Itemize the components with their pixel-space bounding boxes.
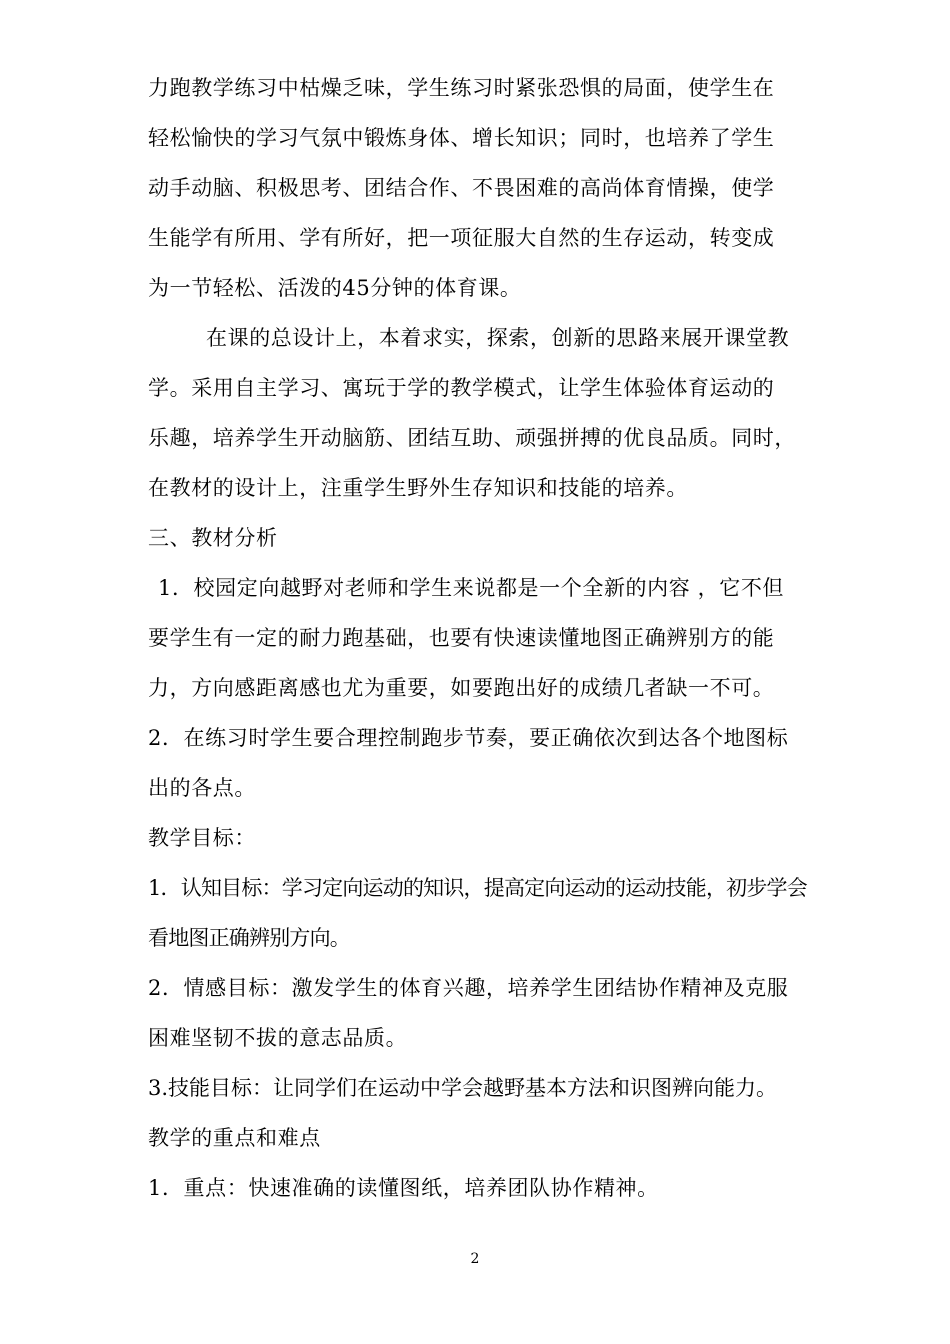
paragraph-2-line-3: 乐趣，培养学生开动脑筋、团结互助、顽强拼搏的优良品质。同时， bbox=[148, 426, 796, 450]
materials-item-1-line-3: 力，方向感距离感也尤为重要，如要跑出好的成绩几者缺一不可。 bbox=[148, 676, 775, 700]
section-heading-materials: 三、教材分析 bbox=[148, 526, 278, 550]
text-line-5: 为一节轻松、活泼的45分钟的体育课。 bbox=[148, 276, 522, 300]
key-points-heading: 教学的重点和难点 bbox=[148, 1126, 321, 1150]
materials-item-2-line-1: 2．在练习时学生要合理控制跑步节奏，要正确依次到达各个地图标 bbox=[148, 726, 789, 750]
materials-item-1-line-1: 1．校园定向越野对老师和学生来说都是一个全新的内容 ，它不但 bbox=[158, 576, 785, 600]
paragraph-2-line-1: 在课的总设计上，本着求实，探索，创新的思路来展开课堂教 bbox=[206, 326, 790, 350]
text-line-4: 生能学有所用、学有所好，把一项征服大自然的生存运动，转变成 bbox=[148, 226, 775, 250]
text-line-2: 轻松愉快的学习气氛中锻炼身体、增长知识；同时，也培养了学生 bbox=[148, 126, 775, 150]
key-point-1: 1．重点：快速准确的读懂图纸，培养团队协作精神。 bbox=[148, 1176, 659, 1200]
goal-2-line-1: 2．情感目标：激发学生的体育兴趣，培养学生团结协作精神及克服 bbox=[148, 976, 789, 1000]
paragraph-2-line-4: 在教材的设计上，注重学生野外生存知识和技能的培养。 bbox=[148, 476, 688, 500]
text-line-3: 动手动脑、积极思考、团结合作、不畏困难的高尚体育情操，使学 bbox=[148, 176, 775, 200]
materials-item-1-line-2: 要学生有一定的耐力跑基础，也要有快速读懂地图正确辨别方的能 bbox=[148, 626, 775, 650]
page-number: 2 bbox=[470, 1251, 480, 1267]
materials-item-2-line-2: 出的各点。 bbox=[148, 776, 256, 800]
teaching-goals-heading: 教学目标： bbox=[148, 826, 256, 850]
goal-2-line-2: 困难坚韧不拔的意志品质。 bbox=[148, 1026, 408, 1050]
paragraph-2-line-2: 学。采用自主学习、寓玩于学的教学模式，让学生体验体育运动的 bbox=[148, 376, 775, 400]
text-line-1: 力跑教学练习中枯燥乏味，学生练习时紧张恐惧的局面，使学生在 bbox=[148, 76, 775, 100]
goal-3-line-1: 3.技能目标：让同学们在运动中学会越野基本方法和识图辨向能力。 bbox=[148, 1076, 778, 1100]
goal-1-line-1: 1．认知目标：学习定向运动的知识，提高定向运动的运动技能，初步学会 bbox=[148, 876, 807, 900]
goal-1-line-2: 看地图正确辨别方向。 bbox=[148, 926, 350, 950]
